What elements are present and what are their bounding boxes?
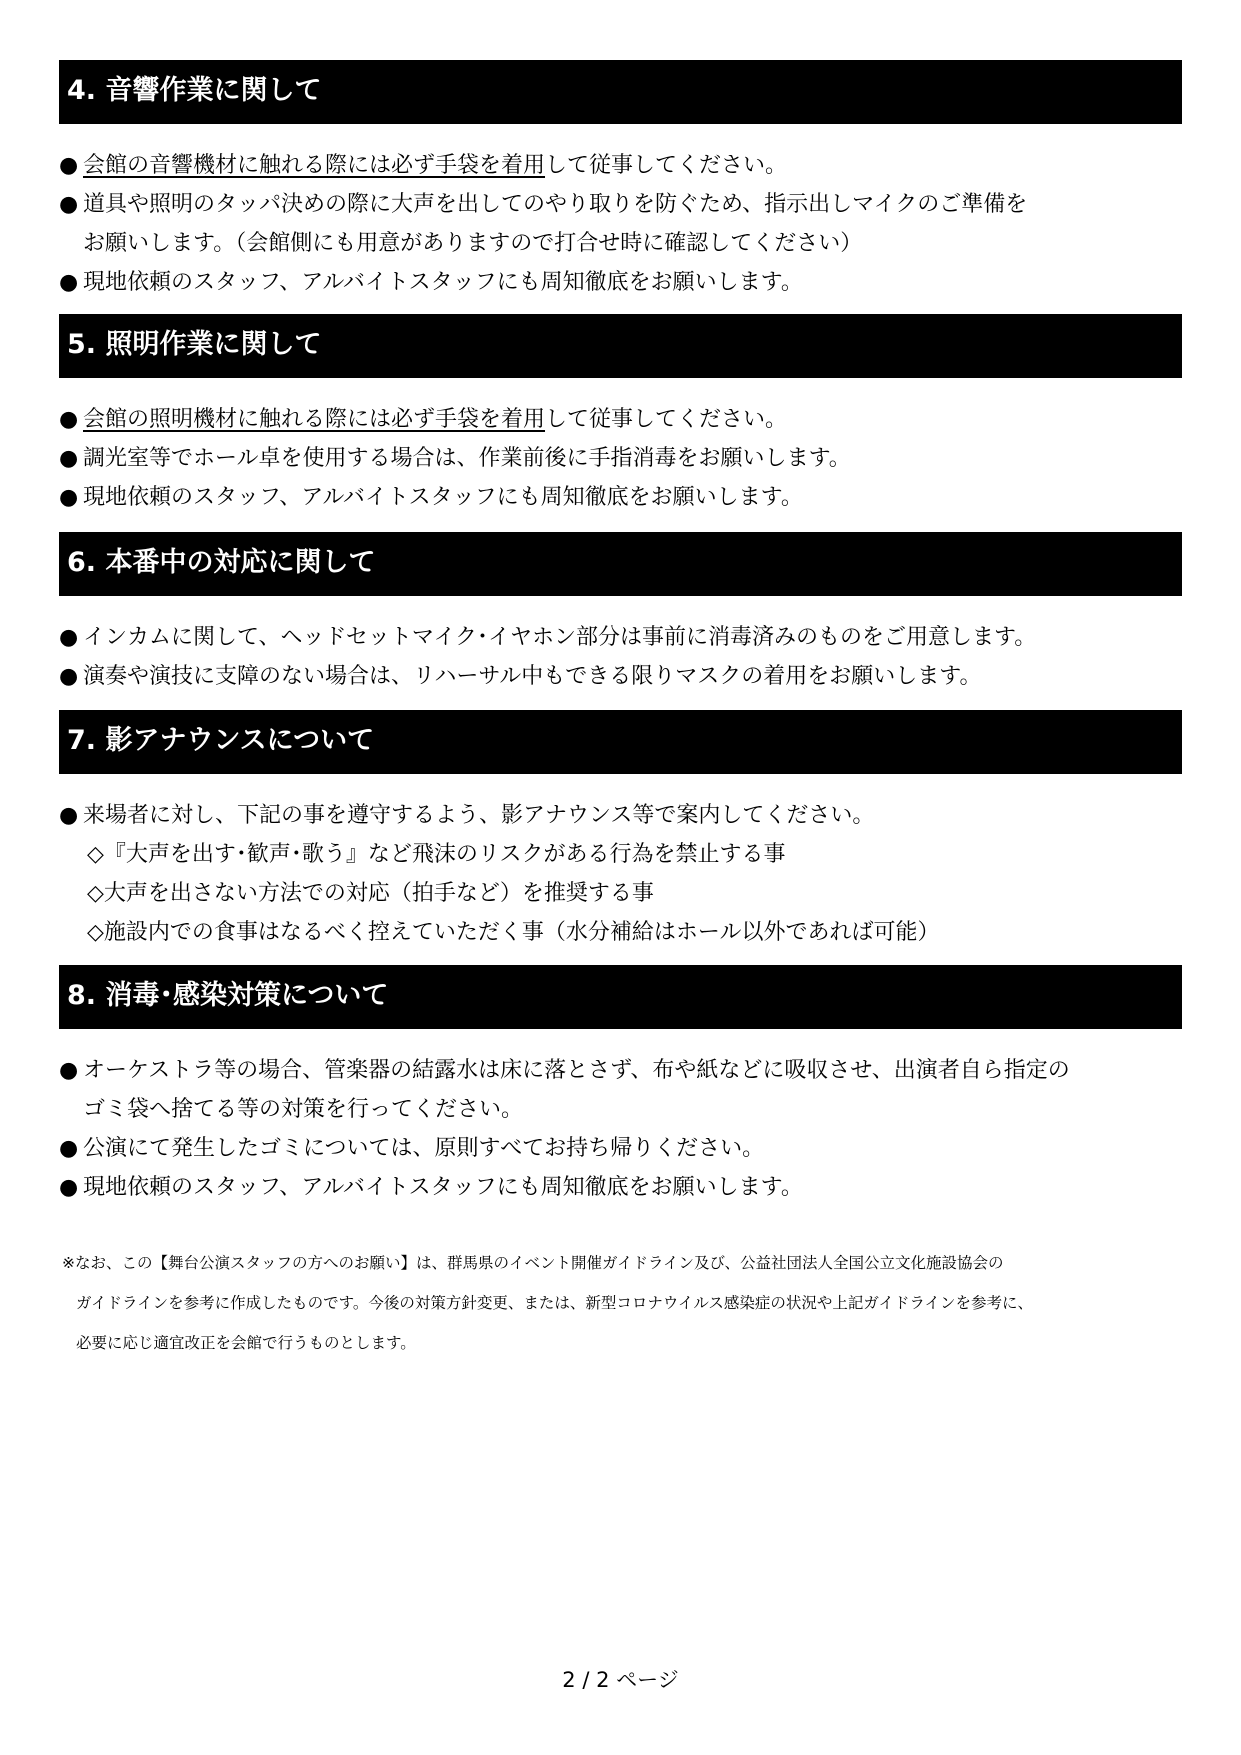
- section-7: [59, 710, 1182, 952]
- list-item: [59, 835, 1182, 874]
- underlined-text: 会館の照明機材に触れる際には必ず手袋を着用: [83, 407, 546, 432]
- list-item: [59, 439, 1182, 478]
- item-text: 演奏や演技に支障のない場合は、リハーサル中もできる限りマスクの着用をお願いします。: [83, 664, 982, 689]
- item-list: [59, 1051, 1182, 1207]
- page-number: 2 / 2 ページ: [562, 1668, 679, 1692]
- list-item: [59, 913, 1182, 952]
- section-heading: 8. 消毒･感染対策について: [59, 965, 1182, 1029]
- bullet-icon: ●: [59, 803, 79, 828]
- item-text: お願いします。（会館側にも用意がありますので打合せ時に確認してください）: [83, 231, 863, 256]
- item-list: [59, 796, 1182, 952]
- list-item: [59, 657, 1182, 696]
- bullet-icon: ●: [59, 153, 79, 178]
- list-item: [59, 1051, 1182, 1090]
- list-item: [59, 618, 1182, 657]
- bullet-icon: ●: [59, 1058, 79, 1083]
- bullet-icon: ●: [59, 407, 79, 432]
- item-text: 現地依頼のスタッフ、アルバイトスタッフにも周知徹底をお願いします。: [83, 1175, 803, 1200]
- bullet-icon: ●: [59, 625, 79, 650]
- section-heading: 4. 音響作業に関して: [59, 60, 1182, 124]
- item-list: [59, 618, 1182, 696]
- footnote-line: 必要に応じ適宜改正を会館で行うものとします。: [76, 1334, 416, 1352]
- bullet-icon: ●: [59, 1136, 79, 1161]
- item-text: ゴミ袋へ捨てる等の対策を行ってください。: [83, 1097, 524, 1122]
- list-item: [59, 478, 1182, 517]
- section-5: [59, 314, 1182, 517]
- list-item: [59, 1090, 1182, 1129]
- footnote-line: ※なお、この【舞台公演スタッフの方へのお願い】は、群馬県のイベント開催ガイドライン及び、公益社団法人全国公立文化施設協会の: [62, 1254, 1004, 1272]
- item-list: [59, 400, 1182, 517]
- bullet-icon: ●: [59, 485, 79, 510]
- item-text: 来場者に対し、下記の事を遵守するよう、影アナウンス等で案内してください。: [83, 803, 875, 828]
- bullet-icon: ●: [59, 192, 79, 217]
- item-list: [59, 146, 1182, 302]
- bullet-icon: ●: [59, 664, 79, 689]
- list-item: [59, 796, 1182, 835]
- bullet-icon: ●: [59, 1175, 79, 1200]
- list-item: [59, 400, 1182, 439]
- underlined-text: 会館の音響機材に触れる際には必ず手袋を着用: [83, 153, 546, 178]
- bullet-icon: ●: [59, 270, 79, 295]
- section-heading: 7. 影アナウンスについて: [59, 710, 1182, 774]
- list-item: [59, 874, 1182, 913]
- section-4: [59, 60, 1182, 302]
- section-heading: 6. 本番中の対応に関して: [59, 532, 1182, 596]
- list-item: [59, 185, 1182, 224]
- list-item: [59, 1129, 1182, 1168]
- item-text: インカムに関して、ヘッドセットマイク･イヤホン部分は事前に消毒済みのものをご用意します。: [83, 625, 1037, 650]
- item-text: 現地依頼のスタッフ、アルバイトスタッフにも周知徹底をお願いします。: [83, 270, 803, 295]
- item-text: 道具や照明のタッパ決めの際に大声を出してのやり取りを防ぐため、指示出しマイクのご準備を: [83, 192, 1028, 217]
- item-text: 調光室等でホール卓を使用する場合は、作業前後に手指消毒をお願いします。: [83, 446, 851, 471]
- footnote-line: ガイドラインを参考に作成したものです。今後の対策方針変更、または、新型コロナウイルス感染症の状況や上記ガイドラインを参考に、: [76, 1294, 1033, 1312]
- item-text: して従事してください。: [545, 153, 788, 178]
- item-text: ◇大声を出さない方法での対応（拍手など）を推奨する事: [87, 881, 654, 906]
- list-item: [59, 263, 1182, 302]
- section-6: [59, 532, 1182, 696]
- item-text: ◇『大声を出す･歓声･歌う』など飛沫のリスクがある行為を禁止する事: [87, 842, 786, 867]
- item-text: 公演にて発生したゴミについては、原則すべてお持ち帰りください。: [83, 1136, 765, 1161]
- item-text: オーケストラ等の場合、管楽器の結露水は床に落とさず、布や紙などに吸収させ、出演者自ら指定の: [83, 1058, 1070, 1083]
- item-text: して従事してください。: [545, 407, 788, 432]
- section-8: [59, 965, 1182, 1207]
- list-item: [59, 224, 1182, 263]
- footnote: [62, 1243, 1182, 1363]
- section-heading: 5. 照明作業に関して: [59, 314, 1182, 378]
- list-item: [59, 146, 1182, 185]
- item-text: 現地依頼のスタッフ、アルバイトスタッフにも周知徹底をお願いします。: [83, 485, 803, 510]
- bullet-icon: ●: [59, 446, 79, 471]
- item-text: ◇施設内での食事はなるべく控えていただく事（水分補給はホール以外であれば可能）: [87, 920, 940, 945]
- list-item: [59, 1168, 1182, 1207]
